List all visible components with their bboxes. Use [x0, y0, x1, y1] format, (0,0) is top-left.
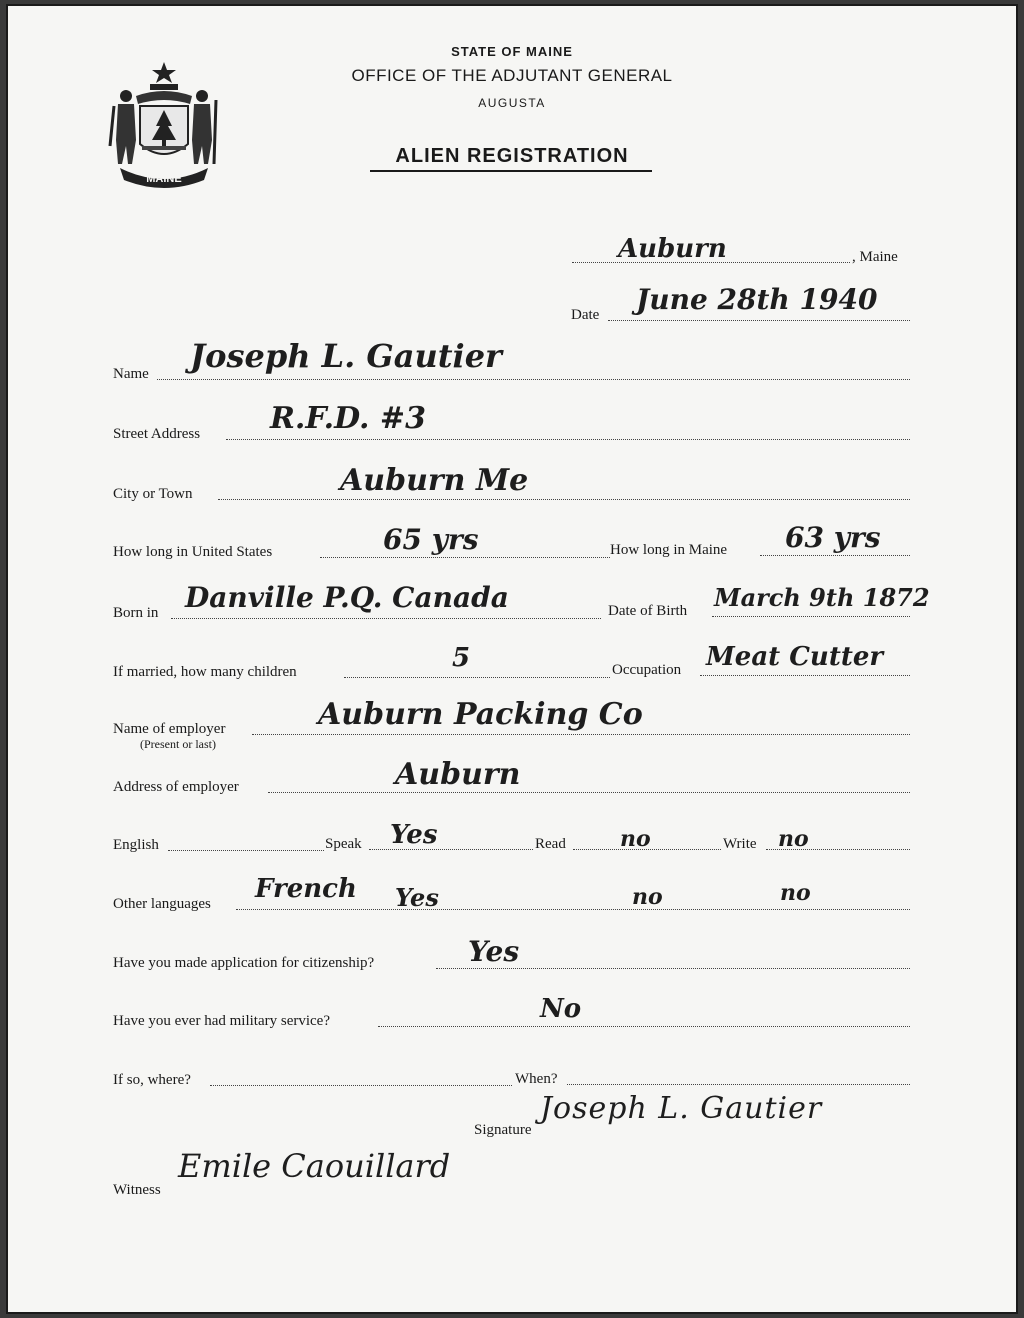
other-write-entry: no: [780, 880, 811, 906]
date-label: Date: [571, 307, 600, 323]
city-entry: Auburn Me: [340, 463, 529, 498]
dob-label: Date of Birth: [608, 603, 688, 619]
maine-duration-label: How long in Maine: [610, 542, 728, 558]
where-line: [210, 1085, 512, 1086]
other-speak-entry: Yes: [395, 883, 439, 912]
name-label: Name: [113, 366, 149, 382]
maine-duration-entry: 63 yrs: [785, 521, 881, 554]
when-label: When?: [515, 1071, 558, 1087]
occupation-line: [700, 675, 910, 676]
english-speak-entry: Yes: [390, 820, 438, 850]
title-underline: [370, 170, 652, 172]
when-line: [567, 1084, 910, 1085]
signature: Joseph L. Gautier: [540, 1091, 823, 1126]
born-entry: Danville P.Q. Canada: [185, 581, 509, 614]
born-label: Born in: [113, 605, 159, 621]
witness-signature: Emile Caouillard: [178, 1147, 451, 1185]
citizenship-line: [436, 968, 910, 969]
name-line: [157, 379, 910, 380]
employer-address-line: [268, 792, 910, 793]
street-entry: R.F.D. #3: [270, 401, 426, 436]
other-languages-label: Other languages: [113, 896, 211, 912]
employer-label: Name of employer: [113, 721, 226, 737]
citizenship-entry: Yes: [468, 935, 520, 968]
name-entry: Joseph L. Gautier: [190, 337, 502, 375]
children-label: If married, how many children: [113, 664, 297, 680]
date-entry: June 28th 1940: [636, 283, 878, 316]
street-line: [226, 439, 910, 440]
born-line: [171, 618, 601, 619]
form-title: ALIEN REGISTRATION: [395, 145, 629, 167]
header-office: OFFICE OF THE ADJUTANT GENERAL: [351, 66, 673, 85]
witness-label: Witness: [113, 1182, 161, 1198]
employer-sublabel: (Present or last): [140, 737, 216, 751]
english-line: [168, 850, 324, 851]
signature-label: Signature: [474, 1122, 532, 1138]
military-line: [378, 1026, 910, 1027]
seal-text: MAINE: [146, 173, 182, 185]
header-city: AUGUSTA: [478, 96, 546, 110]
dob-line: [712, 616, 910, 617]
occupation-entry: Meat Cutter: [706, 642, 884, 672]
citizenship-label: Have you made application for citizenship?: [113, 955, 375, 971]
date-line: [608, 320, 910, 321]
employer-address-entry: Auburn: [395, 757, 521, 792]
speak-label: Speak: [325, 836, 362, 852]
employer-entry: Auburn Packing Co: [318, 697, 643, 732]
where-label: If so, where?: [113, 1072, 191, 1088]
military-entry: No: [540, 994, 582, 1024]
occupation-label: Occupation: [612, 662, 682, 678]
town-entry: Auburn: [618, 234, 727, 264]
other-languages-line: [236, 909, 910, 910]
maine-duration-line: [760, 555, 910, 556]
city-line: [218, 499, 910, 500]
children-line: [344, 677, 610, 678]
other-read-entry: no: [632, 884, 663, 910]
children-entry: 5: [452, 643, 471, 673]
english-label: English: [113, 837, 159, 853]
english-read-entry: no: [620, 826, 651, 852]
us-duration-label: How long in United States: [113, 544, 273, 560]
english-write-entry: no: [778, 826, 809, 852]
us-duration-entry: 65 yrs: [383, 523, 479, 556]
header-state: STATE OF MAINE: [451, 44, 573, 59]
military-label: Have you ever had military service?: [113, 1013, 330, 1029]
dob-entry: March 9th 1872: [714, 583, 930, 612]
maine-label: , Maine: [852, 249, 898, 265]
us-duration-line: [320, 557, 610, 558]
read-label: Read: [535, 836, 566, 852]
street-label: Street Address: [113, 426, 201, 442]
city-label: City or Town: [113, 486, 193, 502]
employer-line: [252, 734, 910, 735]
employer-address-label: Address of employer: [113, 779, 239, 795]
other-language-entry: French: [255, 874, 357, 904]
write-label: Write: [723, 836, 757, 852]
